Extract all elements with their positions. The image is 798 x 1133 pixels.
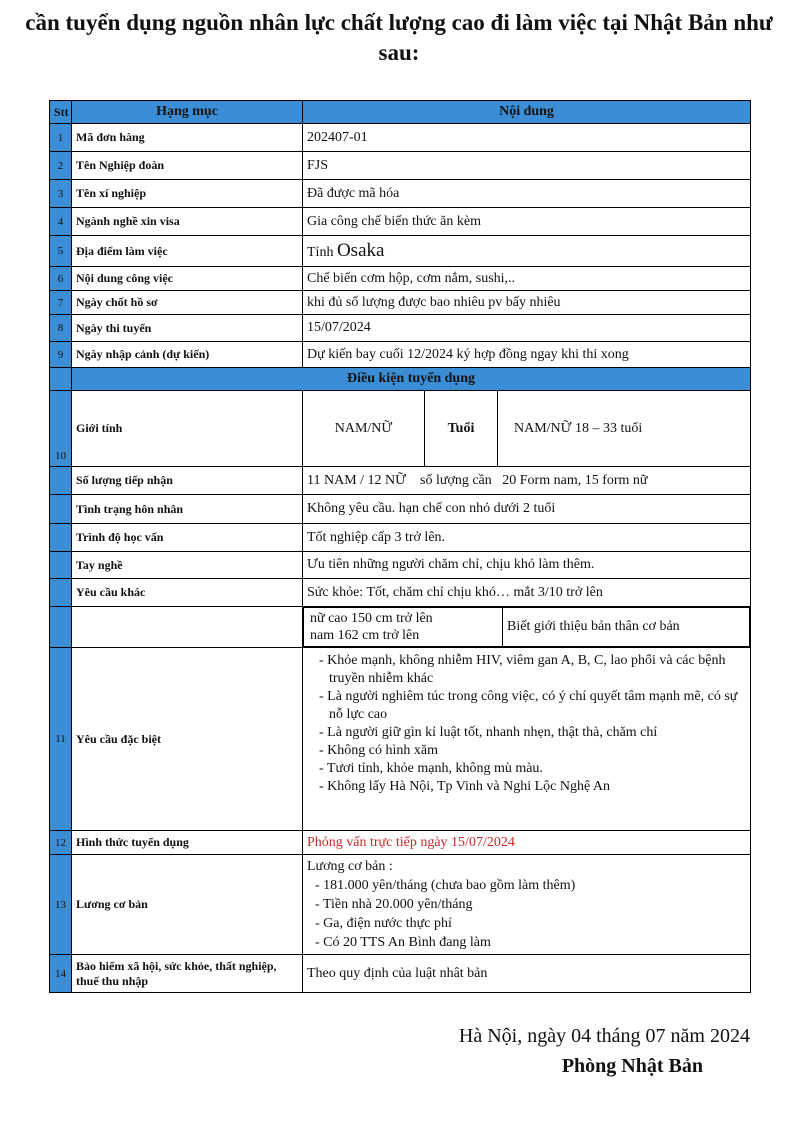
table-row xyxy=(50,152,751,180)
list-item: - Không có hình xăm xyxy=(319,743,438,758)
table-row xyxy=(50,524,751,552)
list-item: - Khỏe mạnh, không nhiễm HIV, viêm gan A, B, C, lao phổi và các bệnh truyền nhiễm khác xyxy=(319,653,726,686)
table-row xyxy=(50,342,751,368)
row-label: Ngành nghề xin visa xyxy=(72,208,303,236)
row-value: FJS xyxy=(303,152,751,180)
list-item: - Là người giữ gìn kỉ luật tốt, nhanh nhẹn, thật thà, chăm chỉ xyxy=(319,725,658,740)
list-item: - Tươi tỉnh, khỏe mạnh, không mù màu. xyxy=(319,761,543,776)
table-row xyxy=(50,236,751,267)
row-number: 9 xyxy=(50,342,72,368)
footer-department: Phòng Nhật Bản xyxy=(561,1055,703,1077)
special-label: Yêu cầu đặc biệt xyxy=(72,648,303,831)
height-male: nam 162 cm trở lên xyxy=(310,628,420,643)
table-row xyxy=(50,552,751,579)
row-value: khi đủ số lượng được bao nhiêu pv bấy nhiêu xyxy=(303,291,751,315)
list-item: - Không lấy Hà Nội, Tp Vinh và Nghi Lộc Nghệ An xyxy=(319,779,611,794)
table-row xyxy=(50,955,751,993)
height-female: nữ cao 150 cm trở lên xyxy=(310,611,433,626)
quantity-value: 11 NAM / 12 NỮ số lượng cần 20 Form nam, 15 form nữ xyxy=(303,467,751,495)
header-stt: Stt xyxy=(50,101,72,124)
row-number: 4 xyxy=(50,208,72,236)
other-label: Yêu cầu khác xyxy=(72,579,303,607)
location-city: Osaka xyxy=(336,240,385,261)
quantity-label: Số lượng tiếp nhận xyxy=(72,467,303,495)
table-row xyxy=(50,648,751,831)
row-number: 8 xyxy=(50,315,72,342)
list-item: - Là người nghiêm túc trong công việc, có ý chí quyết tâm mạnh mẽ, có sự nỗ lực cao xyxy=(319,689,738,722)
row-label: Tên xí nghiệp xyxy=(72,180,303,208)
row-number: 3 xyxy=(50,180,72,208)
salary-label: Lương cơ bản xyxy=(72,855,303,955)
row-value: Dự kiến bay cuối 12/2024 ký hợp đồng ngay khi thi xong xyxy=(303,342,751,368)
section-header-row xyxy=(50,368,751,391)
table-row xyxy=(50,831,751,855)
row-value: 15/07/2024 xyxy=(303,315,751,342)
row-label: Mã đơn hàng xyxy=(72,124,303,152)
table-row xyxy=(50,267,751,291)
footer-date: Hà Nội, ngày 04 tháng 07 năm 2024 xyxy=(458,1025,750,1047)
table-row xyxy=(50,579,751,607)
row-number: 12 xyxy=(50,831,72,855)
gender-label: Giới tính xyxy=(72,391,303,467)
table-row xyxy=(50,391,751,467)
row-label: Nội dung công việc xyxy=(72,267,303,291)
skill-label: Tay nghề xyxy=(72,552,303,579)
header-hang-muc: Hạng mục xyxy=(72,101,303,124)
row-value: Chế biến cơm hộp, cơm nắm, sushi,.. xyxy=(303,267,751,291)
row-number: 14 xyxy=(50,955,72,993)
header-noi-dung: Nội dung xyxy=(303,101,751,124)
location-prefix: Tỉnh xyxy=(307,245,334,260)
table-row xyxy=(50,124,751,152)
row-number: 10 xyxy=(50,391,72,467)
table-row xyxy=(50,495,751,524)
list-item: - Có 20 TTS An Bình đang làm xyxy=(315,935,491,950)
table-header-row xyxy=(50,101,751,124)
row-number: 5 xyxy=(50,236,72,267)
row-number: 13 xyxy=(50,855,72,955)
age-value: NAM/NỮ 18 – 33 tuổi xyxy=(498,391,751,467)
list-item: - Tiền nhà 20.000 yên/tháng xyxy=(315,897,473,912)
insurance-label: Bảo hiểm xã hội, sức khỏe, thất nghiệp, thuế thu nhập xyxy=(72,955,303,993)
table-row xyxy=(50,467,751,495)
table-row xyxy=(50,315,751,342)
row-number: 2 xyxy=(50,152,72,180)
recruit-value: Phỏng vấn trực tiếp ngày 15/07/2024 xyxy=(303,831,751,855)
row-value: Đã được mã hóa xyxy=(303,180,751,208)
gender-value: NAM/NỮ xyxy=(303,391,425,467)
recruit-label: Hình thức tuyển dụng xyxy=(72,831,303,855)
table-row xyxy=(50,607,751,648)
special-requirements-list xyxy=(307,652,746,796)
row-label: Ngày thi tuyển xyxy=(72,315,303,342)
education-label: Trình độ học vấn xyxy=(72,524,303,552)
table-row xyxy=(50,855,751,955)
age-label: Tuổi xyxy=(425,391,498,467)
row-label: Ngày chốt hồ sơ xyxy=(72,291,303,315)
row-value: 202407-01 xyxy=(303,124,751,152)
skill-value: Ưu tiên những người chăm chỉ, chịu khó làm thêm. xyxy=(303,552,751,579)
row-number: 1 xyxy=(50,124,72,152)
recruitment-table xyxy=(49,100,751,993)
row-label: Ngày nhập cảnh (dự kiến) xyxy=(72,342,303,368)
row-value: Gia công chế biến thức ăn kèm xyxy=(303,208,751,236)
list-item: - Ga, điện nước thực phí xyxy=(315,916,452,931)
document-title: cần tuyển dụng nguồn nhân lực chất lượng cao đi làm việc tại Nhật Bản như sau: xyxy=(25,10,773,65)
table-row xyxy=(50,208,751,236)
insurance-value: Theo quy định của luật nhât bản xyxy=(303,955,751,993)
row-value xyxy=(303,236,751,267)
salary-heading: Lương cơ bản : xyxy=(307,859,393,874)
section-conditions-title: Điều kiện tuyển dụng xyxy=(72,368,751,391)
marital-label: Tình trạng hôn nhân xyxy=(72,495,303,524)
row-label: Địa điểm làm việc xyxy=(72,236,303,267)
intro-value: Biết giới thiệu bản thân cơ bản xyxy=(503,608,750,647)
table-row xyxy=(50,291,751,315)
row-number: 7 xyxy=(50,291,72,315)
marital-value: Không yêu cầu. hạn chế con nhỏ dưới 2 tuổi xyxy=(303,495,751,524)
list-item: - 181.000 yên/tháng (chưa bao gồm làm thêm) xyxy=(315,878,576,893)
row-label: Tên Nghiệp đoàn xyxy=(72,152,303,180)
other-value: Sức khỏe: Tốt, chăm chỉ chịu khó… mắt 3/10 trở lên xyxy=(303,579,751,607)
table-row xyxy=(50,180,751,208)
row-number: 6 xyxy=(50,267,72,291)
education-value: Tốt nghiệp cấp 3 trở lên. xyxy=(303,524,751,552)
row-number: 11 xyxy=(50,648,72,831)
